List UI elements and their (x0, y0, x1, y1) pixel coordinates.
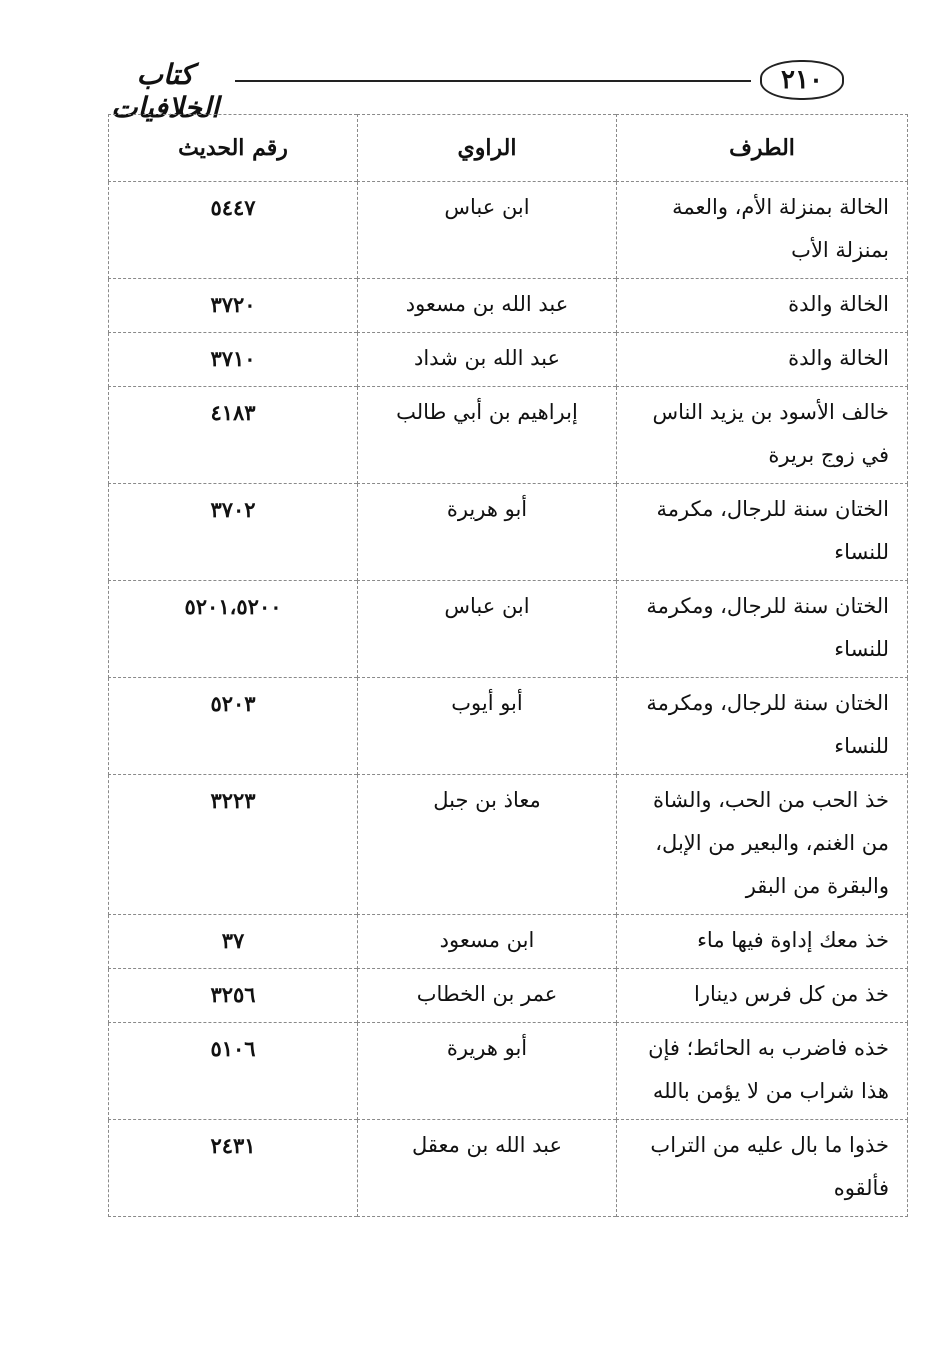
table-row (109, 1023, 908, 1120)
column-header-number: رقم الحديث (109, 115, 358, 182)
cell-number: ٥٢٠١،٥٢٠٠ (109, 581, 358, 678)
cell-rawi: ابن عباس (358, 182, 617, 279)
hadith-index-table (108, 114, 908, 1217)
table-header-row (109, 115, 908, 182)
book-title: كتاب الخلافيات (111, 58, 219, 124)
page-header (100, 56, 846, 124)
table-row (109, 182, 908, 279)
cell-taraf: الخالة والدة (617, 279, 908, 333)
cell-rawi: أبو أيوب (358, 678, 617, 775)
table-row (109, 581, 908, 678)
cell-taraf: خذ معك إداوة فيها ماء (617, 915, 908, 969)
cell-number: ٣٢٢٣ (109, 775, 358, 915)
cell-number: ٣٧٢٠ (109, 279, 358, 333)
cell-number: ٤١٨٣ (109, 387, 358, 484)
cell-taraf: خذ الحب من الحب، والشاة من الغنم، والبعير من الإبل، والبقرة من البقر (617, 775, 908, 915)
cell-rawi: عمر بن الخطاب (358, 969, 617, 1023)
table-row (109, 333, 908, 387)
cell-number: ٢٤٣١ (109, 1120, 358, 1217)
column-header-rawi: الراوي (358, 115, 617, 182)
page-number: ٢١٠ (760, 60, 844, 100)
cell-taraf: الختان سنة للرجال، ومكرمة للنساء (617, 678, 908, 775)
cell-rawi: عبد الله بن مسعود (358, 279, 617, 333)
table-row (109, 279, 908, 333)
cell-taraf: خالف الأسود بن يزيد الناس في زوج بريرة (617, 387, 908, 484)
cell-number: ٥٤٤٧ (109, 182, 358, 279)
cell-number: ٣٧ (109, 915, 358, 969)
cell-number: ٣٧١٠ (109, 333, 358, 387)
cell-rawi: معاذ بن جبل (358, 775, 617, 915)
table-row (109, 915, 908, 969)
header-divider (235, 80, 751, 82)
column-header-taraf: الطرف (617, 115, 908, 182)
table-row (109, 484, 908, 581)
table-row (109, 678, 908, 775)
cell-rawi: عبد الله بن شداد (358, 333, 617, 387)
cell-taraf: الخالة والدة (617, 333, 908, 387)
table-row (109, 387, 908, 484)
cell-taraf: الخالة بمنزلة الأم، والعمة بمنزلة الأب (617, 182, 908, 279)
cell-taraf: خذ من كل فرس دينارا (617, 969, 908, 1023)
cell-rawi: ابن عباس (358, 581, 617, 678)
table-row (109, 775, 908, 915)
cell-number: ٣٧٠٢ (109, 484, 358, 581)
cell-rawi: ابن مسعود (358, 915, 617, 969)
table-row (109, 1120, 908, 1217)
cell-taraf: خذوا ما بال عليه من التراب فألقوه (617, 1120, 908, 1217)
cell-rawi: أبو هريرة (358, 1023, 617, 1120)
table-row (109, 969, 908, 1023)
cell-number: ٣٢٥٦ (109, 969, 358, 1023)
cell-rawi: أبو هريرة (358, 484, 617, 581)
cell-taraf: الختان سنة للرجال، ومكرمة للنساء (617, 581, 908, 678)
cell-rawi: إبراهيم بن أبي طالب (358, 387, 617, 484)
cell-number: ٥١٠٦ (109, 1023, 358, 1120)
cell-taraf: الختان سنة للرجال، مكرمة للنساء (617, 484, 908, 581)
cell-rawi: عبد الله بن معقل (358, 1120, 617, 1217)
cell-number: ٥٢٠٣ (109, 678, 358, 775)
cell-taraf: خذه فاضرب به الحائط؛ فإن هذا شراب من لا يؤمن بالله (617, 1023, 908, 1120)
